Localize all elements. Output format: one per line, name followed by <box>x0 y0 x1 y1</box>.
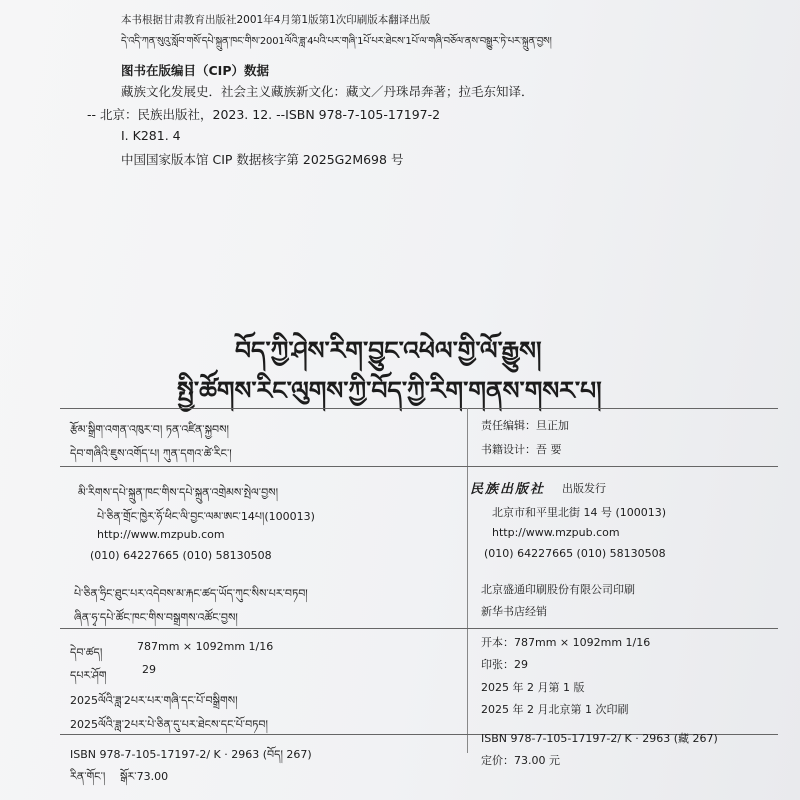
tibetan-format-value: 787mm × 1092mm 1/16 <box>137 640 274 653</box>
price-left-value: སྒོར་73.00 <box>120 770 169 783</box>
tibetan-sheets-label: དཔར་ཤོག <box>70 669 107 682</box>
isbn-right: ISBN 978-7-105-17197-2/ K · 2963 (藏 267) <box>481 732 718 745</box>
publisher-suffix: 出版发行 <box>562 482 606 495</box>
chinese-designer: 书籍设计：吾 要 <box>481 443 562 456</box>
chinese-distributor: 新华书店经销 <box>481 605 547 618</box>
price-left-label: རིན་གོང་། <box>70 770 106 783</box>
tibetan-distributor: ཞིན་ཧྭ་དཔེ་ཚོང་ཁང་གིས་བསྒྲགས་འཚོང་བྱས། <box>74 611 238 624</box>
phone-left: (010) 64227665 (010) 58130508 <box>90 549 272 562</box>
website-right: http://www.mzpub.com <box>492 526 620 539</box>
tibetan-address: པེ་ཅིན་གྲོང་ཁྱེར་ཧོ་ཕིང་ལི་བྱང་ལམ་ཨང་14པ།(100013) <box>97 510 315 523</box>
chinese-editor: 责任编辑：旦正加 <box>481 419 569 432</box>
cip-line-2: -- 北京：民族出版社，2023. 12. --ISBN 978-7-105-17197-2 <box>87 107 441 122</box>
tibetan-printer: པེ་ཅིན་ཧྲིང་ཐུང་པར་འདེབས་མ་རྐང་ཚད་ཡོད་ཀུང་སིས་པར་བཏབ། <box>74 587 308 600</box>
price-right: 定价：73.00 元 <box>481 754 560 767</box>
cip-heading: 图书在版编目（CIP）数据 <box>121 63 269 78</box>
tibetan-sheets-value: 29 <box>142 663 156 676</box>
publisher-logo: 民族出版社 <box>470 482 546 497</box>
tibetan-editor: རྩོམ་སྒྲིག་འགན་འཁུར་བ། ཏན་འཛིན་སྐྱབས། <box>70 423 229 436</box>
cip-line-4: 中国国家版本馆 CIP 数据核字第 2025G2M698 号 <box>121 152 404 167</box>
isbn-left: ISBN 978-7-105-17197-2/ K · 2963 (བོད། 267) <box>70 748 312 761</box>
divider-printing <box>60 628 778 629</box>
tibetan-edition: 2025ལོའི་ཟླ་2པར་པར་གཞི་དང་པོ་བསྒྲིགས། <box>70 694 238 707</box>
phone-right: (010) 64227665 (010) 58130508 <box>484 547 666 560</box>
tibetan-publisher: མི་རིགས་དཔེ་སྐྲུན་ཁང་གིས་དཔེ་སྐྲུན་འགྲེམས་སྤེལ་བྱས། <box>78 486 279 499</box>
tibetan-format-label: དེབ་ཚད། <box>70 646 103 659</box>
book-title-line-2: སྤྱི་ཚོགས་རིང་ལུགས་ཀྱི་བོད་ཀྱི་རིག་གནས་གསར་པ། <box>177 376 602 405</box>
cip-line-3: Ⅰ. K281. 4 <box>121 128 181 143</box>
divider-top <box>60 408 778 409</box>
translation-notice-tibetan: དེ་འདི་ཀན་སུའུ་སློབ་གསོ་དཔེ་སྐྲུན་ཁང་གིས་2001ལོའི་ཟླ་4པའི་པར་གཞི་1པོ་པར་ཐེངས་1པོ་ལ་གཞི་བཅོལ་ནས་བསྒྱུར་ཏེ་པར་སྐྲུན་བྱས། <box>121 36 552 47</box>
book-title-line-1: བོད་ཀྱི་ཤེས་རིག་བྱུང་འཕེལ་གྱི་ལོ་རྒྱུས། <box>235 336 542 365</box>
chinese-sheets: 印张：29 <box>481 658 528 671</box>
divider-editors <box>60 466 778 467</box>
chinese-address: 北京市和平里北街 14 号 (100013) <box>492 506 667 519</box>
chinese-edition: 2025 年 2 月第 1 版 <box>481 681 585 694</box>
divider-center <box>467 408 468 753</box>
tibetan-printing: 2025ལོའི་ཟླ་2པར་པེ་ཅིན་དུ་པར་ཐེངས་དང་པོ་བཏབ། <box>70 718 268 731</box>
website-left: http://www.mzpub.com <box>97 528 225 541</box>
chinese-printer: 北京盛通印刷股份有限公司印刷 <box>481 583 635 596</box>
cip-line-1: 藏族文化发展史．社会主义藏族新文化：藏文／丹珠昂奔著；拉毛东知译． <box>121 84 534 99</box>
tibetan-designer: དེབ་གཞིའི་ཇུས་འགོད་པ། ཀུན་དགའ་ཚེ་རིང་། <box>70 447 232 460</box>
translation-notice-chinese: 本书根据甘肃教育出版社2001年4月第1版第1次印刷版本翻译出版 <box>121 14 431 26</box>
chinese-format: 开本：787mm × 1092mm 1/16 <box>481 636 651 649</box>
chinese-printing: 2025 年 2 月北京第 1 次印刷 <box>481 703 629 716</box>
